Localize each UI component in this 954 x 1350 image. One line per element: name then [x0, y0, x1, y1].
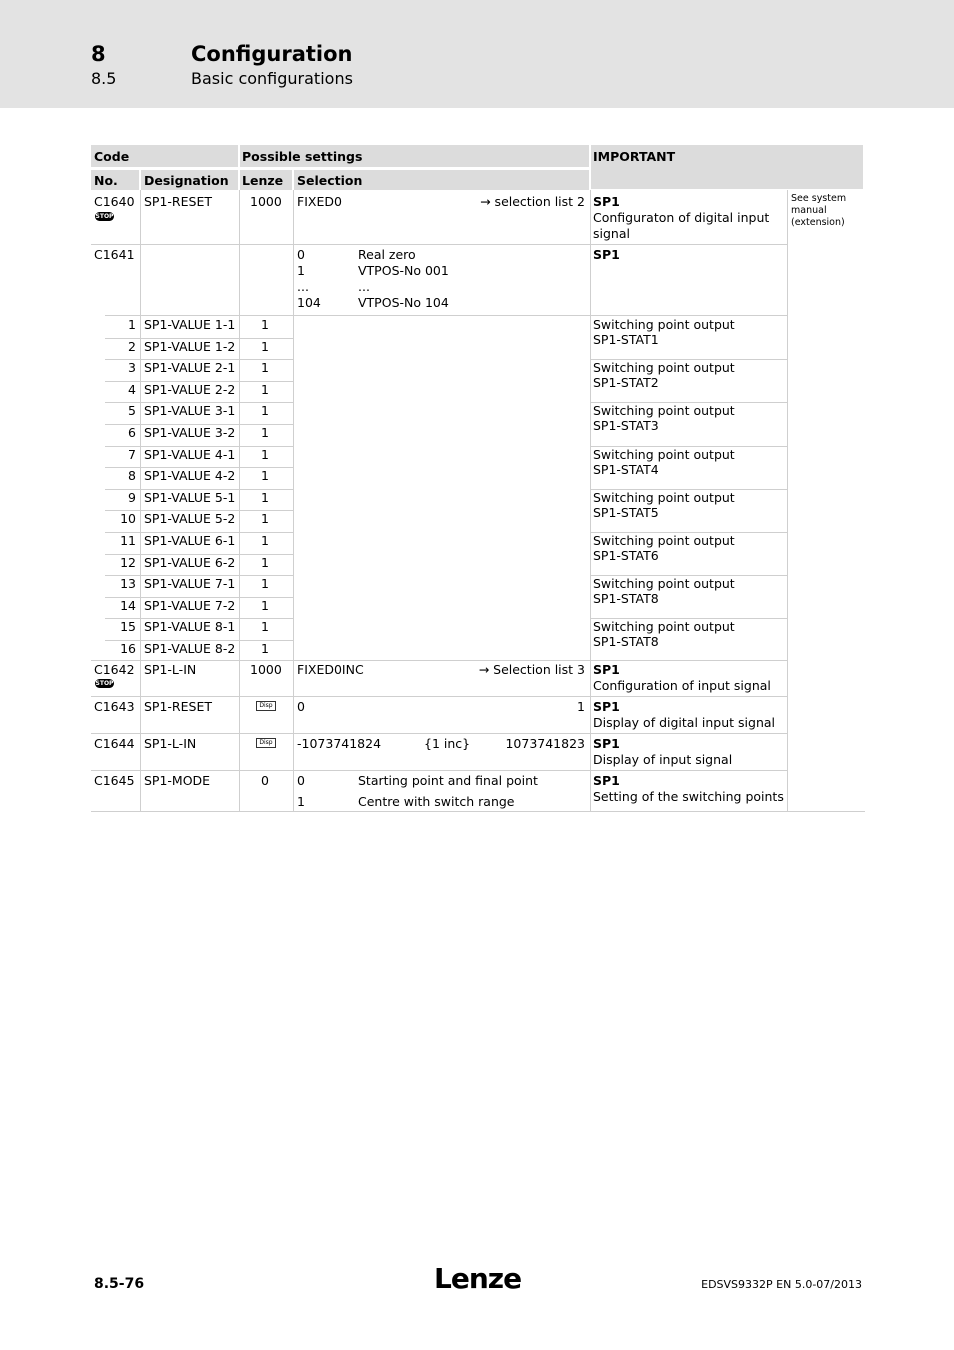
sub-row-lenze: 1: [261, 403, 269, 419]
important-text: Switching point output: [593, 403, 735, 419]
sub-row-designation: SP1-VALUE 1-2: [144, 338, 236, 354]
header-designation: Designation: [144, 173, 229, 188]
sub-row-lenze: 1: [261, 360, 269, 376]
sub-row-lenze: 1: [261, 533, 269, 548]
sub-row-number: 9: [128, 489, 136, 505]
important-title: SP1: [593, 736, 620, 751]
code-c1643: C1643: [94, 699, 135, 714]
sub-row-designation: SP1-VALUE 6-2: [144, 554, 236, 570]
code-c1640: C1640: [94, 194, 135, 209]
designation: SP1-RESET: [144, 194, 212, 209]
designation: SP1-L-IN: [144, 736, 197, 751]
code-c1641: C1641: [94, 247, 135, 262]
sub-row-number: 14: [120, 597, 136, 613]
code-c1645: C1645: [94, 773, 135, 788]
divider: [293, 190, 294, 811]
row-divider: [91, 733, 788, 734]
selection-option: 1: [297, 263, 305, 278]
important-text: Switching point output: [593, 360, 735, 376]
sub-row-lenze: 1: [261, 425, 269, 440]
sub-row-number: 2: [128, 338, 136, 354]
selection-min: 0: [297, 699, 305, 714]
sub-row-number: 10: [120, 511, 136, 527]
selection-option: ...: [297, 279, 309, 294]
sub-row-lenze: 1: [261, 446, 269, 462]
header-important: IMPORTANT: [593, 149, 676, 164]
divider: [239, 190, 240, 811]
divider: [140, 190, 141, 244]
row-divider: [91, 660, 788, 661]
lenze-logo: Lenze: [434, 1262, 522, 1295]
important-text: SP1-STAT3: [593, 418, 659, 434]
chapter-header: [0, 0, 954, 108]
sub-row-number: 6: [128, 425, 136, 440]
row-divider: [91, 811, 865, 812]
selection-list-ref: → Selection list 3: [478, 662, 585, 677]
sub-row-lenze: 1: [261, 511, 269, 527]
sub-row-lenze: 1: [261, 489, 269, 505]
sub-row-number: 4: [128, 381, 136, 397]
document-id: EDSVS9332P EN 5.0-07/2013: [701, 1278, 862, 1291]
designation: SP1-MODE: [144, 773, 211, 788]
chapter-number: 8: [91, 42, 106, 66]
chapter-title: Configuration: [191, 42, 353, 66]
sub-row-designation: SP1-VALUE 8-2: [144, 641, 236, 656]
designation: SP1-RESET: [144, 699, 212, 714]
sub-row-lenze: 1: [261, 619, 269, 635]
selection-value: FIXED0: [297, 194, 342, 209]
designation: SP1-L-IN: [144, 662, 197, 677]
selection-option-label: VTPOS-No 001: [358, 263, 449, 278]
selection-list-ref: → selection list 2: [480, 194, 585, 209]
important-title: SP1: [593, 247, 620, 262]
row-divider: [91, 244, 788, 245]
important-text: SP1-STAT5: [593, 504, 659, 520]
header-lenze: Lenze: [242, 173, 284, 188]
sub-row-number: 5: [128, 403, 136, 419]
sub-row-designation: SP1-VALUE 5-1: [144, 489, 236, 505]
important-text: Switching point output: [593, 489, 735, 505]
sub-row-number: 15: [120, 619, 136, 635]
selection-option-label: Real zero: [358, 247, 416, 262]
important-text: SP1-STAT2: [593, 375, 659, 391]
sub-row-designation: SP1-VALUE 1-1: [144, 317, 236, 332]
header-selection: Selection: [297, 173, 363, 188]
selection-option: 104: [297, 295, 321, 310]
header-possible-settings: Possible settings: [242, 149, 363, 164]
section-number: 8.5: [91, 69, 117, 88]
lenze-value: 1000: [250, 662, 282, 677]
important-title: SP1: [593, 662, 620, 677]
selection-max: 1: [577, 699, 585, 714]
sub-row-number: 11: [120, 533, 136, 548]
row-divider: [91, 770, 788, 771]
important-title: SP1: [593, 194, 620, 209]
important-text: Switching point output: [593, 619, 735, 635]
important-text: SP1-STAT4: [593, 461, 659, 477]
side-note: See system: [791, 193, 847, 204]
selection-increment: {1 inc}: [424, 736, 471, 751]
sub-row-designation: SP1-VALUE 3-1: [144, 403, 236, 419]
lenze-value: 0: [261, 773, 269, 788]
important-text: Switching point output: [593, 533, 735, 548]
sub-row-designation: SP1-VALUE 4-2: [144, 468, 236, 484]
important-text: Switching point output: [593, 576, 735, 592]
selection-option-label: Centre with switch range: [358, 794, 515, 809]
divider: [140, 245, 141, 315]
sub-row-designation: SP1-VALUE 7-2: [144, 597, 236, 613]
important-text: SP1-STAT8: [593, 634, 659, 650]
section-title: Basic configurations: [191, 69, 353, 88]
row-divider: [105, 315, 788, 316]
sub-row-number: 13: [120, 576, 136, 592]
sub-row-number: 16: [120, 641, 136, 656]
sub-row-number: 3: [128, 360, 136, 376]
important-title: SP1: [593, 773, 620, 788]
important-text: signal: [593, 226, 630, 241]
divider: [140, 660, 141, 811]
important-text: SP1-STAT8: [593, 591, 659, 607]
sub-row-number: 12: [120, 554, 136, 570]
sub-row-lenze: 1: [261, 576, 269, 592]
sub-row-lenze: 1: [261, 317, 269, 332]
row-divider: [91, 696, 788, 697]
important-text: Switching point output: [593, 317, 735, 332]
selection-min: -1073741824: [297, 736, 382, 751]
side-note: manual: [791, 205, 827, 216]
selection-option: 1: [297, 794, 305, 809]
page-number: 8.5-76: [94, 1276, 145, 1292]
sub-row-designation: SP1-VALUE 7-1: [144, 576, 236, 592]
sub-row-number: 7: [128, 446, 136, 462]
sub-row-lenze: 1: [261, 597, 269, 613]
sub-row-lenze: 1: [261, 554, 269, 570]
lenze-value: 1000: [250, 194, 282, 209]
sub-row-designation: SP1-VALUE 6-1: [144, 533, 236, 548]
stop-icon: STOP: [95, 680, 114, 687]
selection-option: 0: [297, 773, 305, 788]
sub-row-designation: SP1-VALUE 8-1: [144, 619, 236, 635]
sub-row-number: 8: [128, 468, 136, 484]
sub-row-designation: SP1-VALUE 5-2: [144, 511, 236, 527]
display-only-icon: Disp: [256, 701, 276, 711]
sub-row-designation: SP1-VALUE 3-2: [144, 425, 236, 440]
sub-row-lenze: 1: [261, 338, 269, 354]
important-text: SP1-STAT1: [593, 332, 659, 347]
sub-row-designation: SP1-VALUE 2-2: [144, 381, 236, 397]
code-c1642: C1642: [94, 662, 135, 677]
selection-option: 0: [297, 247, 305, 262]
sub-row-lenze: 1: [261, 468, 269, 484]
important-text: SP1-STAT6: [593, 548, 659, 563]
important-text: Setting of the switching points: [593, 789, 784, 804]
sub-row-designation: SP1-VALUE 2-1: [144, 360, 236, 376]
important-text: Configuration of input signal: [593, 678, 771, 693]
display-only-icon: Disp: [256, 738, 276, 748]
stop-icon: STOP: [95, 213, 114, 220]
divider: [140, 315, 141, 660]
header-code: Code: [94, 149, 130, 164]
selection-max: 1073741823: [505, 736, 585, 751]
selection-option-label: VTPOS-No 104: [358, 295, 449, 310]
important-text: Configuraton of digital input: [593, 210, 770, 225]
divider: [787, 190, 788, 811]
sub-row-number: 1: [128, 317, 136, 332]
sub-row-lenze: 1: [261, 641, 269, 656]
divider: [590, 190, 591, 811]
selection-option-label: Starting point and final point: [358, 773, 538, 788]
sub-row-lenze: 1: [261, 381, 269, 397]
side-note: (extension): [791, 217, 845, 228]
important-text: Switching point output: [593, 446, 735, 462]
code-c1644: C1644: [94, 736, 135, 751]
important-title: SP1: [593, 699, 620, 714]
selection-option-label: ...: [358, 279, 370, 294]
selection-value: FIXED0INC: [297, 662, 364, 677]
important-text: Display of digital input signal: [593, 715, 775, 730]
sub-row-designation: SP1-VALUE 4-1: [144, 446, 236, 462]
header-no: No.: [94, 173, 118, 188]
important-text: Display of input signal: [593, 752, 733, 767]
